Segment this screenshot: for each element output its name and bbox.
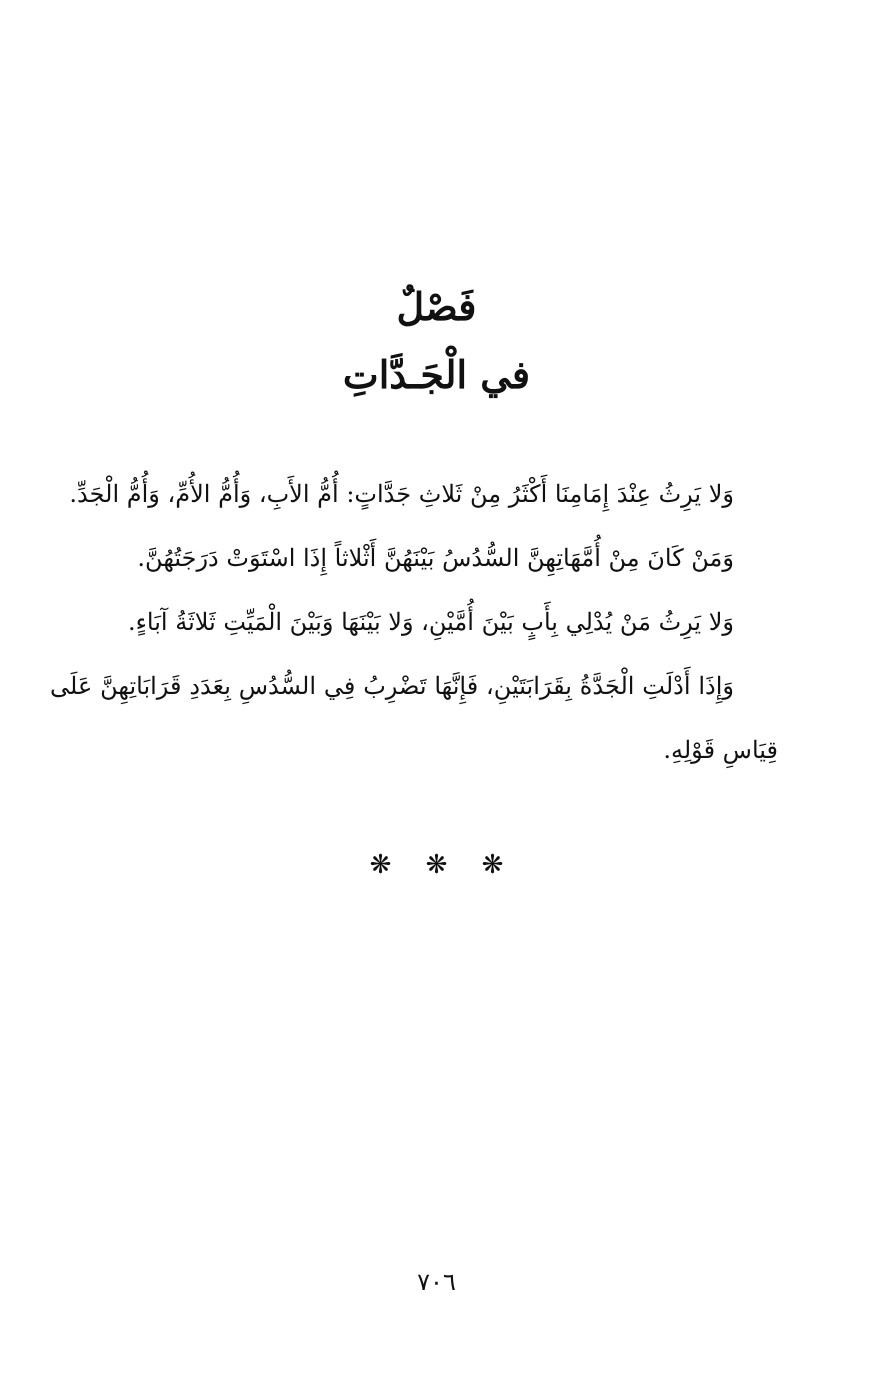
page-number: ٧٠٦ — [417, 1268, 456, 1296]
section-title: فَصْلٌ — [396, 284, 477, 329]
paragraph-1: وَلا يَرِثُ عِنْدَ إِمَامِنَا أَكْثَرُ مِنْ ثَلاثِ جَدَّاتٍ: أُمُّ الأَبِ، وَأُمُّ الأُمِّ، وَأُمُّ الْجَدِّ. — [69, 480, 734, 508]
paragraph-3: وَلا يَرِثُ مَنْ يُدْلِي بِأَبٍ بَيْنَ أُمَّيْنِ، وَلا بَيْنَهَا وَبَيْنَ الْمَيِّتِ ثَلاثَةُ آبَاءٍ. — [128, 608, 734, 636]
paragraph-2: وَمَنْ كَانَ مِنْ أُمَّهَاتِهِنَّ السُّدُسُ بَيْنَهُنَّ أَثْلاثاً إِذَا اسْتَوَتْ دَرَجَتُهُنَّ. — [137, 544, 734, 572]
asterism-star-icon: ❋ — [481, 850, 504, 880]
body-text — [50, 462, 778, 782]
section-subtitle: في الْجَـدَّاتِ — [342, 352, 531, 397]
section-separator — [0, 850, 873, 880]
asterism-star-icon: ❋ — [425, 850, 448, 880]
paragraph-4: وَإِذَا أَدْلَتِ الْجَدَّةُ بِقَرَابَتَيْنِ، فَإِنَّهَا تَضْرِبُ فِي السُّدُسِ بِعَدَدِ قَرَابَاتِهِنَّ عَلَى قِيَاسِ قَوْلِهِ. — [50, 672, 778, 764]
asterism-star-icon: ❋ — [369, 850, 392, 880]
